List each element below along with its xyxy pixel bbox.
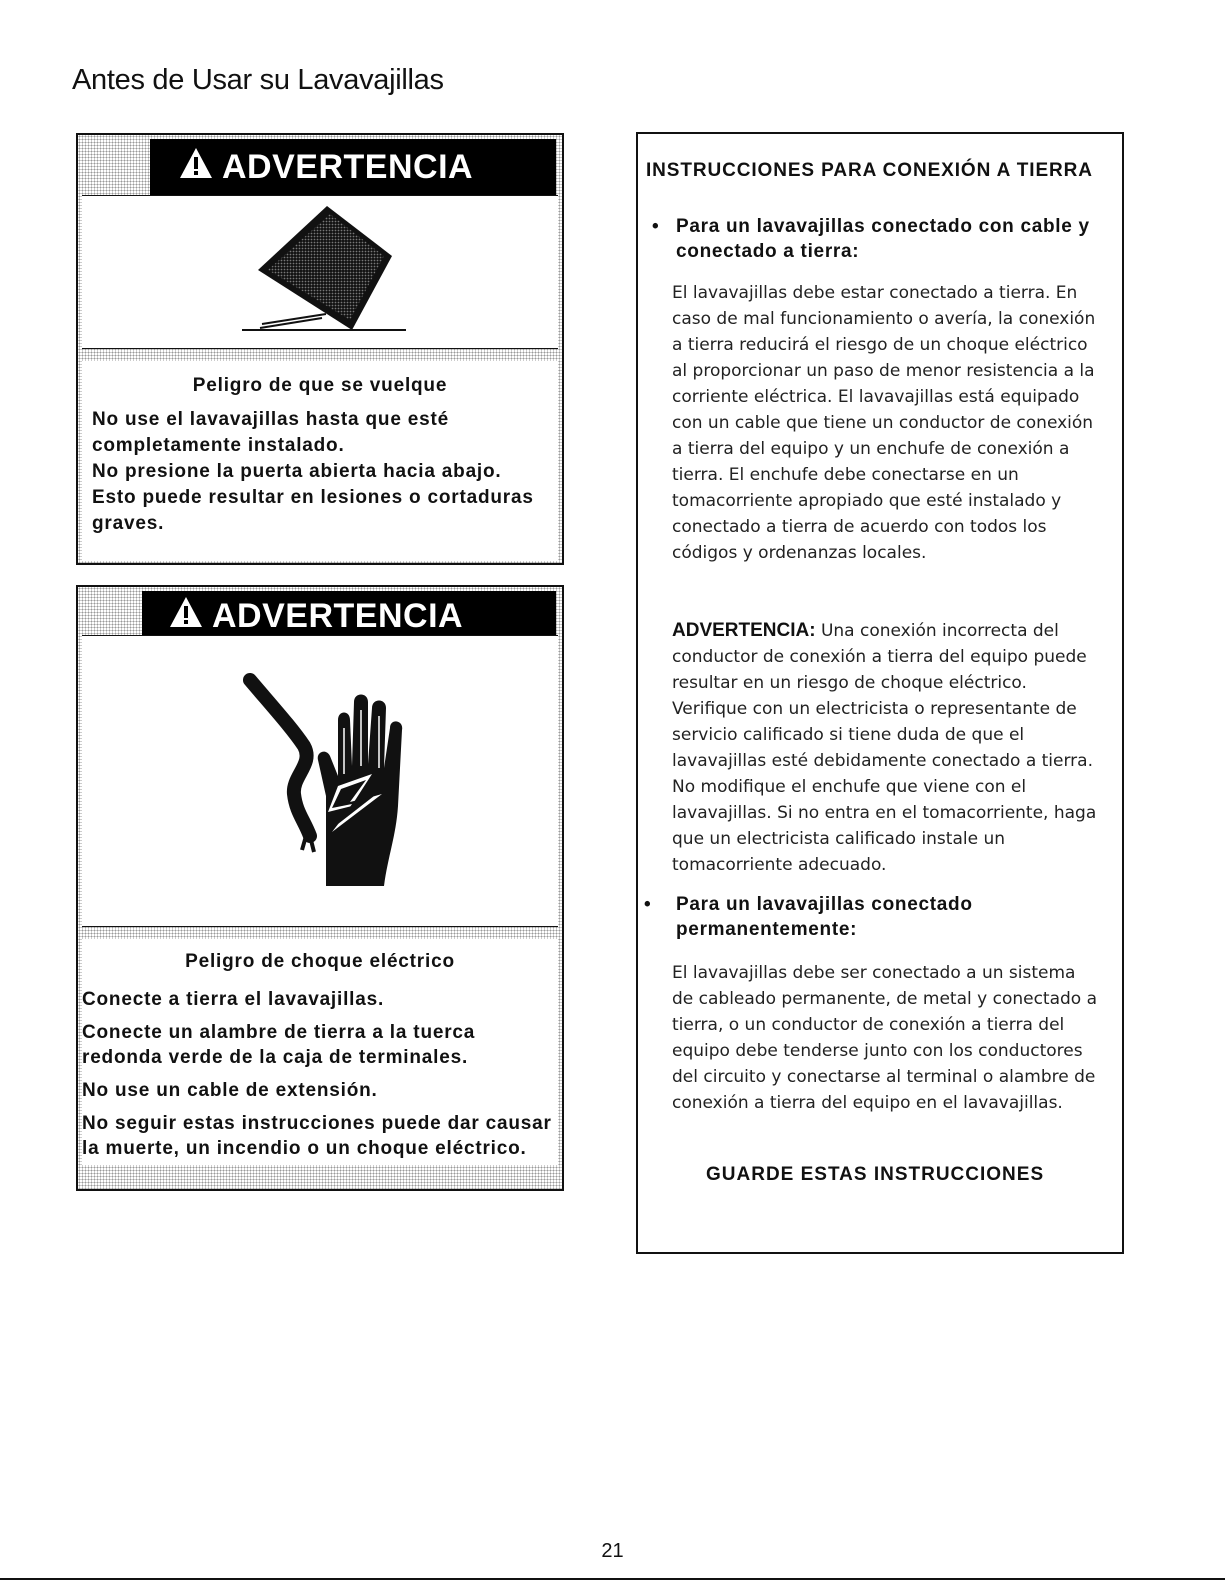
corded-body: El lavavajillas debe estar conectado a tierra. En caso de mal funcionamiento o avería, la conexión a tierra reducirá el riesgo de un choque eléctrico al proporcionar un paso de menor resistencia a la corriente eléctrica. El lavavajillas está equipado con un cable que tiene un conductor de conexión a tierra del equipo y un enchufe de conexión a tierra. El enchufe debe conectarse en un tomacorriente apropiado que esté instalado y conectado a tierra de acuerdo con todos los códigos y ordenanzas locales. xyxy=(672,283,1096,563)
tip-over-warning-box xyxy=(76,133,564,565)
grounding-instructions-box xyxy=(636,132,1124,1254)
corded-warning-text: Una conexión incorrecta del conductor de conexión a tierra del equipo puede resultar en un riesgo de choque eléctrico. Verifique con un electricista o representante de servicio calificado si tiene duda de que el lavavajillas esté debidamente conectado a tierra. No modifique el enchufe que viene con el lavavajillas. Si no entra en el tomacorriente, haga que un electricista calificado instale un tomacorriente adecuado. xyxy=(672,621,1097,875)
bullet-icon: • xyxy=(644,894,652,915)
tipping-dishwasher-icon xyxy=(82,335,562,352)
permanent-heading-item xyxy=(644,892,1110,942)
warning-header xyxy=(78,135,562,195)
warning-header-label: ADVERTENCIA xyxy=(222,147,474,186)
warning-text-area xyxy=(82,939,558,1165)
pictogram-area xyxy=(82,195,558,349)
warning-line: No use el lavavajillas hasta que esté completamente instalado. xyxy=(92,409,449,456)
bullet-icon: • xyxy=(652,216,660,237)
corded-warning-paragraph xyxy=(672,618,1100,878)
permanent-body: El lavavajillas debe ser conectado a un sistema de cableado permanente, de metal y conectado a tierra, o un conductor de conexión a tierra del equipo debe tenderse junto con los conductores del circuito y conectarse al terminal o alambre de conexión a tierra del equipo en el lavavajillas. xyxy=(672,963,1098,1113)
grounding-title: INSTRUCCIONES PARA CONEXIÓN A TIERRA xyxy=(646,160,1093,181)
permanent-heading: Para un lavavajillas conectado permanentemente: xyxy=(676,894,973,940)
warning-line: Conecte a tierra el lavavajillas. xyxy=(82,989,385,1010)
warning-triangle-icon xyxy=(168,595,204,638)
warning-text-area xyxy=(82,361,558,561)
warning-line: No seguir estas instrucciones puede dar causar la muerte, un incendio o un choque eléctrico. xyxy=(82,1113,552,1159)
corded-heading: Para un lavavajillas conectado con cable y conectado a tierra: xyxy=(676,216,1090,262)
page-number: 21 xyxy=(601,1540,624,1562)
corded-heading-item xyxy=(652,214,1110,264)
electric-shock-hand-icon xyxy=(82,913,562,930)
warning-heading: Peligro de choque eléctrico xyxy=(185,951,455,972)
pictogram-area xyxy=(82,635,558,927)
warning-line: Esto puede resultar en lesiones o cortaduras graves. xyxy=(92,487,534,534)
bottom-rule xyxy=(0,1578,1225,1580)
save-instructions-note: GUARDE ESTAS INSTRUCCIONES xyxy=(706,1164,1045,1185)
warning-line: No use un cable de extensión. xyxy=(82,1080,378,1101)
corded-warning-label: ADVERTENCIA: xyxy=(672,620,816,641)
page-title: Antes de Usar su Lavavajillas xyxy=(72,64,444,96)
warning-header-label: ADVERTENCIA xyxy=(212,596,464,635)
warning-line: No presione la puerta abierta hacia abajo. xyxy=(92,461,502,482)
warning-heading: Peligro de que se vuelque xyxy=(192,375,448,396)
warning-triangle-icon xyxy=(178,146,214,189)
electric-shock-warning-box xyxy=(76,585,564,1191)
warning-line: Conecte un alambre de tierra a la tuerca redonda verde de la caja de terminales. xyxy=(82,1022,476,1068)
